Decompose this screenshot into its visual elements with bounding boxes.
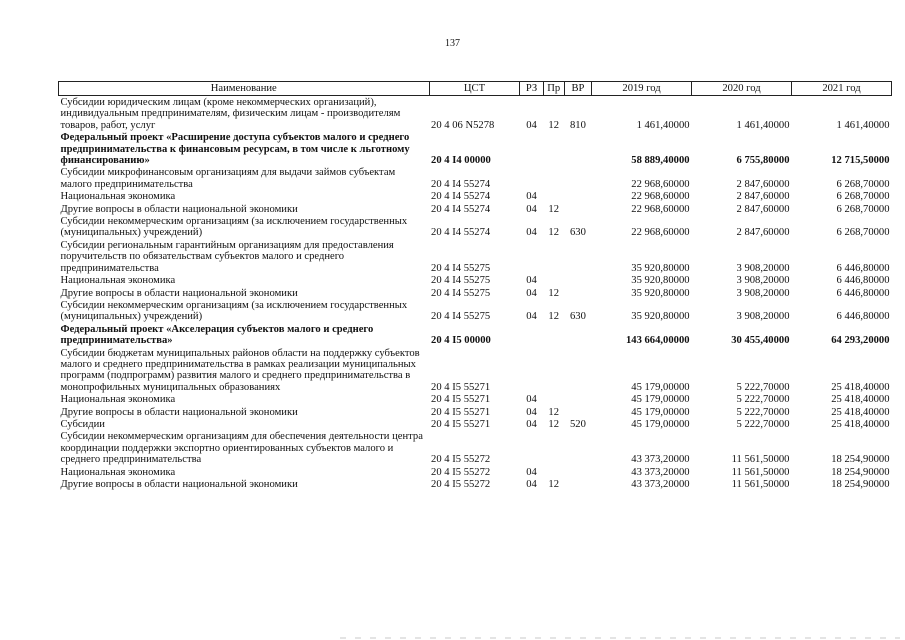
row-2019: 45 179,00000	[631, 418, 690, 430]
row-2019: 43 373,20000	[631, 454, 690, 466]
row-name: Субсидии	[60, 418, 105, 430]
row-rz	[520, 430, 543, 465]
row-2019: 45 179,00000	[631, 381, 690, 393]
page-number: 137	[445, 38, 460, 49]
budget-table	[58, 81, 892, 490]
row-vr: 630	[570, 227, 586, 239]
row-pr: 12	[548, 119, 560, 131]
row-vr	[564, 190, 591, 202]
row-rz: 04	[526, 287, 537, 299]
row-2019: 22 968,60000	[631, 178, 690, 190]
row-name: Субсидии некоммерческим организациям (за исключением государственных (муниципальных) учреждений)	[60, 299, 408, 323]
row-name: Другие вопросы в области национальной экономики	[60, 203, 298, 215]
row-2020: 2 847,60000	[736, 227, 790, 239]
row-rz: 04	[526, 406, 537, 418]
row-cst: 20 4 I5 00000	[431, 335, 491, 347]
table-row	[59, 203, 892, 215]
row-2020: 11 561,50000	[731, 479, 790, 490]
row-2020: 2 847,60000	[736, 203, 790, 215]
row-2021: 18 254,90000	[831, 466, 890, 478]
row-2020: 3 908,20000	[736, 287, 790, 299]
row-rz: 04	[526, 275, 537, 287]
table-body	[59, 96, 892, 491]
row-2019: 45 179,00000	[631, 406, 690, 418]
table-row	[59, 347, 892, 394]
row-name: Субсидии бюджетам муниципальных районов области на поддержку субъектов малого и среднего предпринимательства в рамках реализации муниципальных программ (подпрограмм) развития малого и среднего предпринимательства в монопрофильных муниципальных образованиях	[60, 347, 420, 393]
row-cst: 20 4 I5 55271	[431, 406, 491, 418]
table-row	[59, 96, 892, 132]
row-cst: 20 4 I4 55274	[431, 203, 491, 215]
table-row	[59, 166, 892, 190]
row-name: Другие вопросы в области национальной экономики	[60, 406, 298, 418]
row-name: Федеральный проект «Расширение доступа субъектов малого и среднего предпринимательства к финансовым ресурсам, в том числе к льготному финансированию»	[60, 132, 410, 167]
row-pr	[543, 466, 564, 478]
row-2020: 3 908,20000	[736, 311, 790, 323]
row-pr	[543, 239, 564, 274]
row-name: Субсидии некоммерческим организациям (за исключением государственных (муниципальных) учреждений)	[60, 216, 408, 239]
row-2021: 6 446,80000	[836, 287, 890, 299]
row-2019: 35 920,80000	[631, 275, 690, 287]
row-2021: 6 446,80000	[836, 275, 890, 287]
table-row	[59, 299, 892, 323]
row-rz: 04	[526, 227, 537, 239]
row-rz	[520, 131, 543, 166]
row-name: Субсидии некоммерческим организациям для обеспечения деятельности центра координации поддержки экспортно ориентированных субъектов малого и среднего предпринимательства	[60, 431, 423, 466]
row-vr	[564, 166, 591, 190]
row-2021: 6 268,70000	[836, 191, 890, 203]
row-vr	[564, 239, 591, 274]
table-row	[59, 215, 892, 239]
row-cst: 20 4 I4 55274	[431, 178, 491, 190]
row-vr	[564, 466, 591, 478]
row-rz: 04	[526, 191, 537, 203]
row-2021: 25 418,40000	[831, 418, 890, 430]
table-row	[59, 430, 892, 465]
row-vr	[564, 323, 591, 347]
row-pr	[543, 190, 564, 202]
row-name: Другие вопросы в области национальной экономики	[60, 287, 298, 299]
table-row	[59, 131, 892, 166]
row-rz: 04	[526, 479, 537, 490]
row-cst: 20 4 I5 55271	[431, 394, 491, 406]
row-vr: 810	[570, 119, 586, 131]
row-cst: 20 4 I4 55274	[431, 227, 491, 239]
row-name: Субсидии региональным гарантийным организациям для предоставления поручительств по обязательствам субъектов малого и среднего предпринимательства	[60, 239, 394, 274]
row-vr: 630	[570, 311, 586, 323]
row-rz	[520, 347, 543, 394]
table-row	[59, 393, 892, 405]
row-2021: 6 268,70000	[836, 203, 890, 215]
row-pr: 12	[548, 227, 560, 239]
row-cst: 20 4 I4 55275	[431, 262, 491, 274]
row-cst: 20 4 I5 55271	[431, 418, 491, 430]
row-2021: 18 254,90000	[831, 479, 890, 490]
row-name: Субсидии микрофинансовым организациям для выдачи займов субъектам малого предпринимательства	[60, 167, 396, 190]
row-2019: 35 920,80000	[631, 262, 690, 274]
row-pr	[543, 347, 564, 394]
row-2021: 6 268,70000	[836, 178, 890, 190]
row-pr	[543, 393, 564, 405]
row-2020: 5 222,70000	[736, 381, 790, 393]
row-2019: 43 373,20000	[631, 466, 690, 478]
header-vr: ВР	[564, 82, 591, 96]
row-2019: 43 373,20000	[631, 479, 690, 490]
row-2019: 22 968,60000	[631, 203, 690, 215]
table-header-row	[59, 82, 892, 96]
row-cst: 20 4 I4 00000	[431, 155, 491, 167]
table-row	[59, 239, 892, 274]
row-2021: 25 418,40000	[831, 394, 890, 406]
row-pr	[543, 274, 564, 286]
row-2021: 6 446,80000	[836, 262, 890, 274]
row-name: Национальная экономика	[60, 466, 176, 478]
row-2021: 25 418,40000	[831, 406, 890, 418]
row-2019: 22 968,60000	[631, 227, 690, 239]
row-cst: 20 4 I4 55274	[431, 191, 491, 203]
row-2019: 22 968,60000	[631, 191, 690, 203]
row-2020: 11 561,50000	[731, 466, 790, 478]
row-name: Национальная экономика	[60, 191, 176, 203]
row-2021: 6 446,80000	[836, 311, 890, 323]
row-cst: 20 4 06 N5278	[431, 119, 495, 131]
row-vr	[564, 393, 591, 405]
row-cst: 20 4 I4 55275	[431, 275, 491, 287]
row-2019: 35 920,80000	[631, 287, 690, 299]
header-cst: ЦСТ	[429, 82, 520, 96]
row-pr: 12	[548, 203, 560, 215]
row-rz: 04	[526, 394, 537, 406]
row-2021: 64 293,20000	[831, 335, 890, 347]
header-rz: РЗ	[520, 82, 543, 96]
row-rz: 04	[526, 203, 537, 215]
row-vr	[564, 478, 591, 490]
table-row	[59, 274, 892, 286]
table-row	[59, 406, 892, 418]
table-row	[59, 190, 892, 202]
row-name: Национальная экономика	[60, 275, 176, 287]
row-cst: 20 4 I4 55275	[431, 311, 491, 323]
row-2019: 58 889,40000	[631, 155, 690, 167]
header-name: Наименование	[59, 82, 430, 96]
row-pr: 12	[548, 479, 560, 490]
row-pr	[543, 131, 564, 166]
row-vr	[564, 406, 591, 418]
table-row	[59, 478, 892, 490]
row-pr: 12	[548, 311, 560, 323]
row-2019: 45 179,00000	[631, 394, 690, 406]
row-vr: 520	[570, 418, 586, 430]
row-cst: 20 4 I4 55275	[431, 287, 491, 299]
row-2020: 1 461,40000	[736, 119, 790, 131]
row-2021: 12 715,50000	[831, 155, 890, 167]
row-rz: 04	[526, 311, 537, 323]
row-2019: 143 664,00000	[625, 335, 690, 347]
table-row	[59, 418, 892, 430]
header-2019: 2019 год	[592, 82, 692, 96]
row-cst: 20 4 I5 55272	[431, 479, 491, 490]
row-2021: 18 254,90000	[831, 454, 890, 466]
row-2020: 5 222,70000	[736, 406, 790, 418]
scan-edge-artifact	[0, 634, 905, 640]
row-2019: 1 461,40000	[636, 119, 690, 131]
row-cst: 20 4 I5 55271	[431, 381, 491, 393]
table-row	[59, 323, 892, 347]
table-row	[59, 466, 892, 478]
row-2021: 1 461,40000	[836, 119, 890, 131]
row-rz: 04	[526, 418, 537, 430]
table-row	[59, 287, 892, 299]
row-2019: 35 920,80000	[631, 311, 690, 323]
row-2020: 6 755,80000	[736, 155, 790, 167]
row-pr: 12	[548, 406, 560, 418]
row-2021: 6 268,70000	[836, 227, 890, 239]
row-rz: 04	[526, 119, 537, 131]
row-pr: 12	[548, 418, 560, 430]
row-name: Другие вопросы в области национальной экономики	[60, 479, 298, 490]
row-pr	[543, 430, 564, 465]
row-cst: 20 4 I5 55272	[431, 454, 491, 466]
row-vr	[564, 274, 591, 286]
row-vr	[564, 287, 591, 299]
row-pr: 12	[548, 287, 560, 299]
row-rz	[520, 166, 543, 190]
row-vr	[564, 131, 591, 166]
row-rz	[520, 239, 543, 274]
header-2020: 2020 год	[692, 82, 792, 96]
row-2020: 3 908,20000	[736, 275, 790, 287]
row-2020: 2 847,60000	[736, 178, 790, 190]
header-pr: Пр	[543, 82, 564, 96]
row-vr	[564, 203, 591, 215]
row-pr	[543, 323, 564, 347]
row-rz	[520, 323, 543, 347]
row-rz: 04	[526, 466, 537, 478]
row-name: Национальная экономика	[60, 394, 176, 406]
row-vr	[564, 347, 591, 394]
row-2020: 5 222,70000	[736, 394, 790, 406]
row-2020: 30 455,40000	[731, 335, 790, 347]
row-vr	[564, 430, 591, 465]
row-2020: 11 561,50000	[731, 454, 790, 466]
row-pr	[543, 166, 564, 190]
row-2020: 2 847,60000	[736, 191, 790, 203]
header-2021: 2021 год	[791, 82, 891, 96]
row-name: Федеральный проект «Акселерация субъектов малого и среднего предпринимательства»	[60, 323, 374, 347]
row-2020: 5 222,70000	[736, 418, 790, 430]
row-2020: 3 908,20000	[736, 262, 790, 274]
row-name: Субсидии юридическим лицам (кроме некоммерческих организаций), индивидуальным предпринимателям, физическим лицам - производителям товаров, работ, услуг	[60, 97, 401, 131]
row-cst: 20 4 I5 55272	[431, 466, 491, 478]
row-2021: 25 418,40000	[831, 381, 890, 393]
